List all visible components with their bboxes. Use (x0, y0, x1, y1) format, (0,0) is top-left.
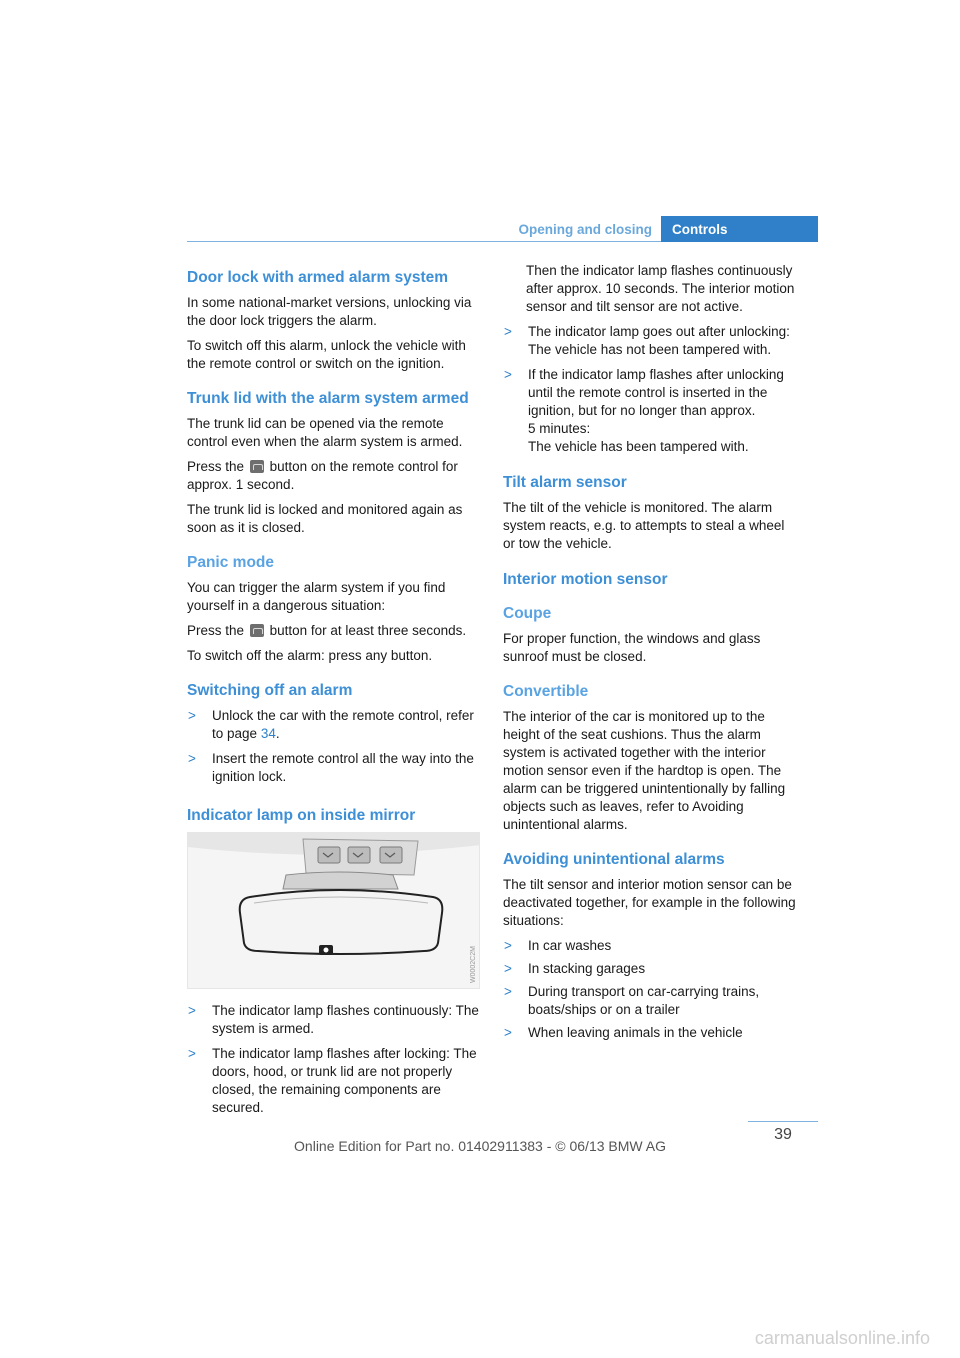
footer-edition: Online Edition for Part no. 01402911383 - © 06/13 BMW AG (294, 1138, 666, 1154)
indicator-list (187, 1002, 483, 1117)
list-item (187, 707, 483, 743)
mirror-drawing (188, 833, 480, 989)
bullet-marker: > (504, 961, 512, 976)
heading-trunk-lid: Trunk lid with the alarm system armed (187, 390, 469, 407)
trunk-para-2-pre: Press the (187, 459, 245, 474)
list-item (503, 937, 799, 955)
list-item (187, 1045, 483, 1117)
bullet-marker: > (504, 984, 512, 999)
convertible-para-1: The interior of the car is monitored up to the height of the seat cushions. Thus the alarm system is activated together with the interior motion sensor even if the hardtop is open. The alarm can be triggered unintentionally by falling objects such as leaves, refer to Avoiding unintentional alarms. (503, 709, 786, 832)
bullet-marker: > (504, 367, 512, 382)
bullet-marker: > (504, 1025, 512, 1040)
bullet-marker: > (188, 708, 196, 723)
avoiding-item-text: In car washes (528, 938, 612, 953)
indicator-item-2-text: The indicator lamp flashes after locking: The doors, hood, or trunk lid are not properly closed, the remaining components are secured. (212, 1046, 477, 1115)
list-item (503, 1024, 799, 1042)
heading-panic-mode: Panic mode (187, 554, 274, 571)
panic-button-icon (250, 624, 264, 637)
lamp-status-list (503, 323, 799, 456)
heading-door-lock: Door lock with armed alarm system (187, 269, 449, 286)
heading-switching-off: Switching off an alarm (187, 682, 353, 699)
switch-off-item-1-text: Unlock the car with the remote control, refer to page (212, 708, 474, 741)
header-chapter-tab: Controls (661, 216, 818, 242)
list-item (187, 1002, 483, 1038)
list-item (503, 960, 799, 978)
panic-para-2-pre: Press the (187, 623, 245, 638)
heading-indicator-lamp: Indicator lamp on inside mirror (187, 807, 416, 824)
mirror-illustration (187, 832, 480, 989)
avoiding-item-text: During transport on car-carrying trains, boats/ships or on a trailer (528, 984, 760, 1017)
panic-para-3: To switch off the alarm: press any button. (187, 648, 433, 663)
list-item (503, 983, 799, 1019)
image-code: W0002C2M (470, 946, 477, 983)
lamp-status-item-2-text-b: 5 minutes: (528, 421, 591, 436)
trunk-para-2-post: button on the remote control for approx. 1 second. (187, 459, 458, 492)
switch-off-list (187, 707, 483, 786)
page-link-34[interactable]: 34 (260, 726, 276, 741)
heading-convertible: Convertible (503, 683, 589, 700)
bullet-marker: > (188, 751, 196, 766)
watermark: carmanualsonline.info (754, 1328, 930, 1348)
trunk-para-2 (187, 458, 483, 494)
bullet-marker: > (188, 1046, 196, 1061)
heading-coupe: Coupe (503, 605, 552, 622)
lamp-status-item-2-text-c: The vehicle has been tampered with. (528, 439, 749, 454)
header-section-title: Opening and closing (518, 222, 652, 237)
list-item (503, 366, 799, 456)
lamp-status-item-1-text: The indicator lamp goes out after unlocking: The vehicle has not been tampered with. (528, 324, 790, 357)
panic-para-2 (187, 622, 483, 640)
right-column (503, 262, 799, 1042)
bullet-marker: > (504, 324, 512, 339)
bullet-marker: > (188, 1003, 196, 1018)
continued-text: Then the indicator lamp flashes continuously after approx. 10 seconds. The interior motion sensor and tilt sensor are not active. (526, 263, 795, 314)
indicator-item-1-text: The indicator lamp flashes continuously: The system is armed. (212, 1003, 479, 1036)
switch-off-item-2-text: Insert the remote control all the way into the ignition lock. (212, 751, 474, 784)
left-column (187, 262, 483, 1117)
panic-para-2-post: button for at least three seconds. (269, 623, 467, 638)
avoiding-item-text: In stacking garages (528, 961, 646, 976)
bullet-marker: > (504, 938, 512, 953)
switch-off-item-1-end: . (275, 726, 280, 741)
heading-interior-motion: Interior motion sensor (503, 571, 668, 588)
list-item (503, 323, 799, 359)
avoiding-item-text: When leaving animals in the vehicle (528, 1025, 743, 1040)
tilt-para-1: The tilt of the vehicle is monitored. The alarm system reacts, e.g. to attempts to steal a wheel or tow the vehicle. (503, 500, 785, 551)
list-item (187, 750, 483, 786)
heading-tilt-alarm: Tilt alarm sensor (503, 474, 627, 491)
page-number: 39 (774, 1126, 792, 1143)
lamp-status-item-2-text-a: If the indicator lamp flashes after unlocking until the remote control is inserted in the ignition, but for no longer than approx. (528, 367, 784, 418)
avoiding-para-1: The tilt sensor and interior motion sensor can be deactivated together, for example in the following situations: (503, 877, 796, 928)
trunk-para-1: The trunk lid can be opened via the remote control even when the alarm system is armed. (187, 416, 463, 449)
page-number-rule (748, 1121, 818, 1122)
coupe-para-1: For proper function, the windows and glass sunroof must be closed. (503, 631, 761, 664)
trunk-button-icon (250, 460, 264, 473)
door-lock-para-1: In some national-market versions, unlocking via the door lock triggers the alarm. (187, 295, 472, 328)
door-lock-para-2: To switch off this alarm, unlock the vehicle with the remote control or switch on the ignition. (187, 338, 466, 371)
avoiding-list (503, 937, 799, 1042)
trunk-para-3: The trunk lid is locked and monitored again as soon as it is closed. (187, 502, 463, 535)
panic-para-1: You can trigger the alarm system if you find yourself in a dangerous situation: (187, 580, 446, 613)
heading-avoiding-alarms: Avoiding unintentional alarms (503, 851, 725, 868)
